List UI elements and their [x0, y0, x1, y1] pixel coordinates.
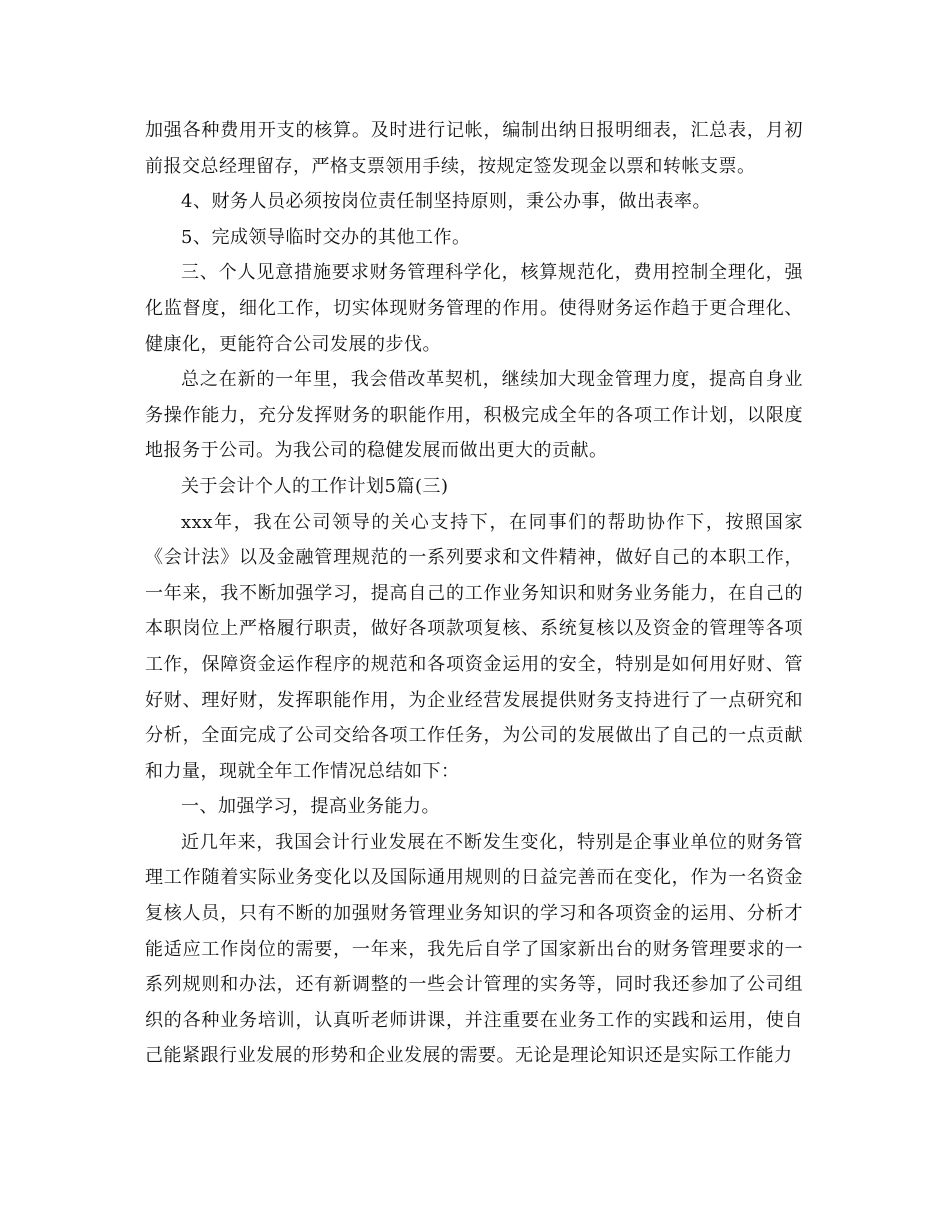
- paragraph-intro: xxx年，我在公司领导的关心支持下，在同事们的帮助协作下，按照国家《会计法》以及金融管理规范的一系列要求和文件精神，做好自己的本职工作，一年来，我不断加强学习，提高自己的工作业务知识和财务业务能力，在自己的本职岗位上严格履行职责，做好各项款项复核、系统复核以及资金的管理等各项工作，保障资金运作程序的规范和各项资金运用的安全，特别是如何用好财、管好财、理好财，发挥职能作用，为企业经营发展提供财务支持进行了一点研究和分析，全面完成了公司交给各项工作任务，为公司的发展做出了自己的一点贡献和力量，现就全年工作情况总结如下：: [145, 511, 803, 782]
- section-heading: 关于会计个人的工作计划5篇(三): [181, 475, 449, 497]
- document-body: [145, 113, 803, 1074]
- paragraph-expense-accounting: 加强各种费用开支的核算。及时进行记帐，编制出纳日报明细表，汇总表，月初前报交总经理留存，严格支票领用手续，按规定签发现金以票和转帐支票。: [145, 120, 803, 177]
- paragraph-conclusion: 总之在新的一年里，我会借改革契机，继续加大现金管理力度，提高自身业务操作能力，充分发挥财务的职能作用，积极完成全年的各项工作计划，以限度地报务于公司。为我公司的稳健发展而做出更大的贡献。: [145, 369, 803, 462]
- paragraph-section-three: 三、个人见意措施要求财务管理科学化，核算规范化，费用控制全理化，强化监督度，细化工作，切实体现财务管理的作用。使得财务运作趋于更合理化、健康化，更能符合公司发展的步伐。: [145, 262, 803, 355]
- paragraph-heading-study: 一、加强学习，提高业务能力。: [181, 796, 440, 818]
- paragraph-recent-years: 近几年来，我国会计行业发展在不断发生变化，特别是企事业单位的财务管理工作随着实际业务变化以及国际通用规则的日益完善而在变化，作为一名资金复核人员，只有不断的加强财务管理业务知识的学习和各项资金的运用、分析才能适应工作岗位的需要，一年来，我先后自学了国家新出台的财务管理要求的一系列规则和办法，还有新调整的一些会计管理的实务等，同时我还参加了公司组织的各种业务培训，认真听老师讲课，并注重要在业务工作的实践和运用，使自己能紧跟行业发展的形势和企业发展的需要。无论是理论知识还是实际工作能力: [145, 831, 803, 1067]
- paragraph-item-5: 5、完成领导临时交办的其他工作。: [181, 226, 471, 248]
- paragraph-item-4: 4、财务人员必须按岗位责任制坚持原则，秉公办事，做出表率。: [181, 191, 711, 213]
